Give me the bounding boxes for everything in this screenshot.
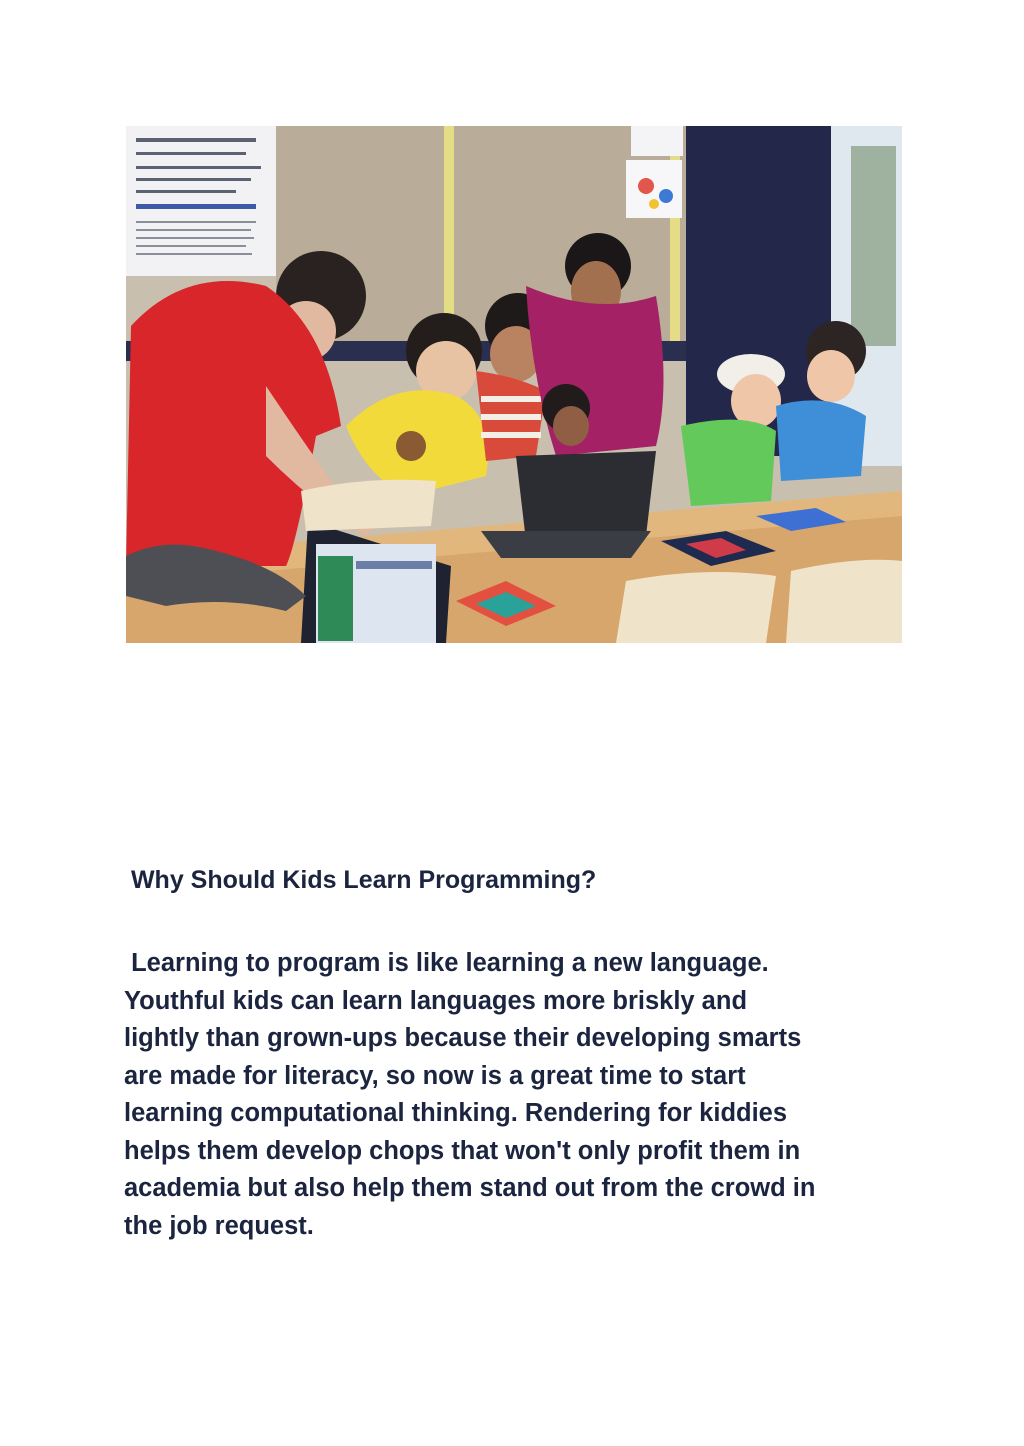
classroom-photo xyxy=(126,126,902,643)
article-heading: Why Should Kids Learn Programming? xyxy=(124,866,597,894)
article-body: Learning to program is like learning a new language. Youthful kids can learn languages more briskly and lightly than grown-ups because their developing smarts are made for literacy, so now is a great time to start learning computational thinking. Rendering for kiddies helps them develop chops that won't only profit them in academia but also help them stand out from the crowd in the job request. xyxy=(124,949,816,1240)
